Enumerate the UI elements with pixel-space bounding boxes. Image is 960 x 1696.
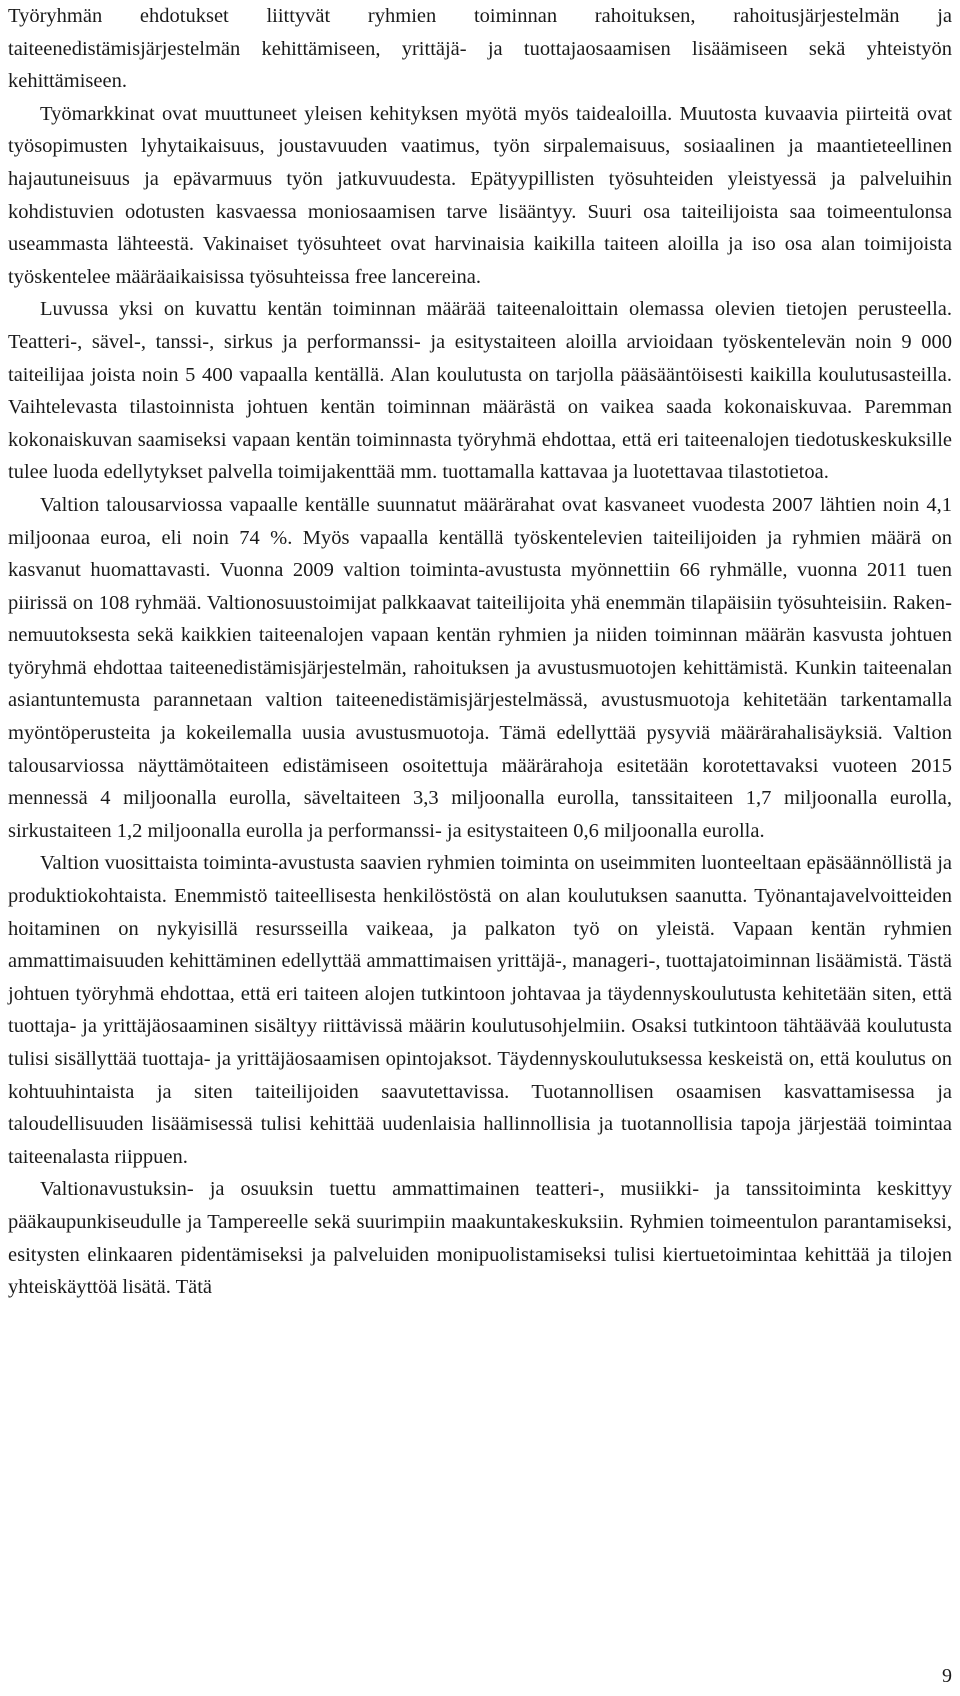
paragraph: Valtionavustuksin- ja osuuksin tuettu ammattimainen teatteri-, musiikki- ja tanssitoiminta keskittyy pääkaupunkiseudulle ja Tampereelle sekä suurimpiin maakuntakeskuksiin. Ryhmien toimeentulon parantamiseksi, esitysten elinkaaren pidentämiseksi ja palveluiden monipuolistamiseksi tulisi kiertuetoimintaa kehittää ja tilojen yhteiskäyttöä lisätä. Tätä <box>8 1178 952 1299</box>
paragraph: Luvussa yksi on kuvattu kentän toiminnan määrää taiteenaloittain olemassa olevien tietojen perusteella. Teatteri-, sävel-, tanssi-, sirkus ja performanssi- ja esitystaiteen aloilla arvioidaan työskentelevän noin 9 000 taiteilijaa joista noin 5 400 vapaalla kentällä. Alan koulutusta on tarjolla pääsääntöisesti kaikilla koulutusasteilla. Vaihtelevasta tilastoinnista johtuen kentän toiminnan määrästä on vaikea saada kokonaiskuvaa. Paremman kokonaiskuvan saamiseksi vapaan kentän toiminnasta työryhmä ehdottaa, että eri taiteenalojen tiedotuskeskuksille tulee luoda edellytykset palvella toimijakenttää mm. tuottamalla kattavaa ja luotettavaa tilastotietoa. <box>8 298 952 484</box>
page-number: 9 <box>942 1665 952 1687</box>
body-text <box>8 0 952 1304</box>
paragraph: Työmarkkinat ovat muuttuneet yleisen kehityksen myötä myös taidealoilla. Muutosta kuvaavia piirteitä ovat työsopimusten lyhytaikaisuus, joustavuuden vaatimus, työn sirpalemaisuus, sosiaalinen ja maantieteellinen hajautuneisuus ja epävarmuus työn jatkuvuudesta. Epätyypillisten työsuhteiden yleistyessä ja palveluihin kohdistuvien odotusten kasvaessa moniosaamisen tarve lisääntyy. Suuri osa taiteilijoista saa toimeentulonsa useammasta lähteestä. Vakinaiset työsuhteet ovat harvinaisia kaikilla taiteen aloilla ja iso osa alan toimijoista työskentelee määräaikaisissa työsuhteissa free lancereina. <box>8 102 952 288</box>
paragraph: Valtion talousarviossa vapaalle kentälle suunnatut määrärahat ovat kasvaneet vuodesta 2007 lähtien noin 4,1 miljoonaa euroa, eli noin 74 %. Myös vapaalla kentällä työskentelevien taiteilijoiden ja ryhmien määrä on kasvanut huomattavasti. Vuonna 2009 valtion toiminta-avustusta myönnettiin 66 ryhmälle, vuonna 2011 tuen piirissä on 108 ryhmää. Valtionosuustoimijat palkkaavat taiteilijoita yhä enemmän tilapäisiin työsuhteisiin. Rakennemuutoksesta sekä kaikkien taiteenalojen vapaan kentän ryhmien ja niiden toiminnan määrän kasvusta johtuen työryhmä ehdottaa taiteenedistämisjärjestelmän, rahoituksen ja avustusmuotojen kehittämistä. Kunkin taiteenalan asiantuntemusta parannetaan valtion taiteenedistämisjärjestelmässä, avustusmuotoja kehitetään tarkentamalla myöntöperusteita ja kokeilemalla uusia avustusmuotoja. Tämä edellyttää pysyviä määrärahalisäyksiä. Valtion talousarviossa näyttämötaiteen edistämiseen osoitettuja määrärahoja esitetään korotettavaksi vuoteen 2015 mennessä 4 miljoonalla eurolla, säveltaiteen 3,3 miljoonalla eurolla, tanssitaiteen 1,7 miljoonalla eurolla, sirkustaiteen 1,2 miljoonalla eurolla ja performanssi- ja esitystaiteen 0,6 miljoonalla eurolla. <box>8 493 952 842</box>
paragraph: Työryhmän ehdotukset liittyvät ryhmien toiminnan rahoituksen, rahoitusjärjestelmän ja taiteenedistämisjärjestelmän kehittämiseen, yrittäjä- ja tuottajaosaamisen lisäämiseen sekä yhteistyön kehittämiseen. <box>8 5 952 93</box>
paragraph: Valtion vuosittaista toiminta-avustusta saavien ryhmien toiminta on useimmiten luonteeltaan epäsäännöllistä ja produktiokohtaista. Enemmistö taiteellisesta henkilöstöstä on alan koulutuksen saanutta. Työnantajavelvoitteiden hoitaminen on nykyisillä resursseilla vaikeaa, ja palkaton työ on yleistä. Vapaan kentän ryhmien ammattimaisuuden kehittäminen edellyttää ammattimaisen yrittäjä-, manageri-, tuottajatoiminnan lisäämistä. Tästä johtuen työryhmä ehdottaa, että eri taiteen alojen tutkintoon johtavaa ja täydennyskoulutusta kehitetään siten, että tuottaja- ja yrittäjäosaaminen sisältyy riittävissä määrin koulutusohjelmiin. Osaksi tutkintoon tähtäävää koulutusta tulisi sisällyttää tuottaja- ja yrittäjäosaamisen opintojaksot. Täydennyskoulutuksessa keskeistä on, että koulutus on kohtuuhintaista ja siten taiteilijoiden saavutettavissa. Tuotannollisen osaamisen kasvattamisessa ja taloudellisuuden lisäämisessä tulisi kehittää uudenlaisia hallinnollisia ja tuotannollisia tapoja järjestää toimintaa taiteenalasta riippuen. <box>8 852 952 1168</box>
